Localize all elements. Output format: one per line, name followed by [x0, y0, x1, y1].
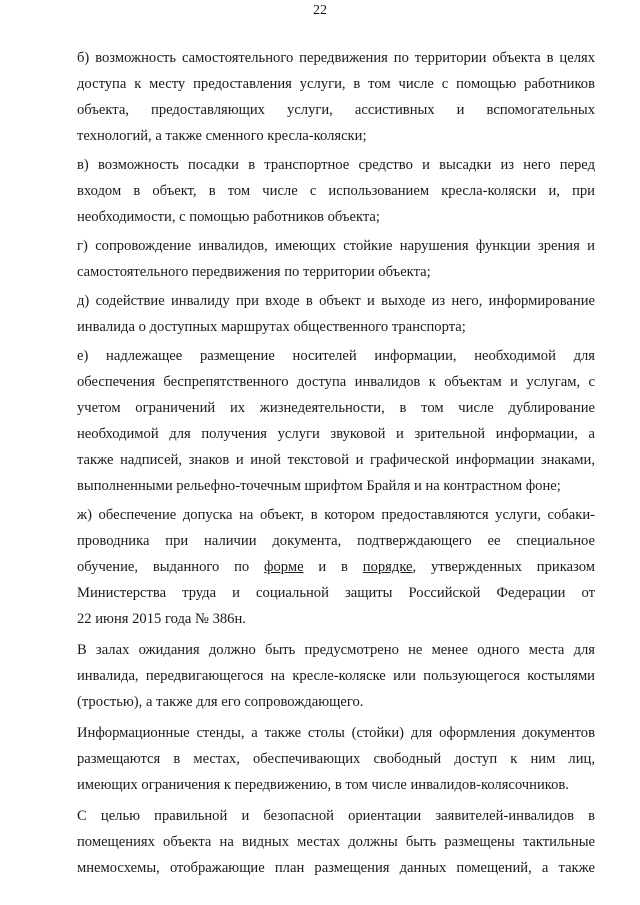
text-line: 22 июня 2015 года № 386н.: [77, 611, 246, 627]
text-fragment: , утвержденных приказом: [412, 559, 595, 575]
text-line: мнемосхемы, отображающие план размещения данных помещений, а также: [77, 860, 595, 876]
text-line: объекта, предоставляющих услуги, ассистивных и вспомогательных: [77, 102, 595, 118]
text-line: Информационные стенды, а также столы (стойки) для оформления документов: [77, 725, 595, 741]
document-body: [77, 46, 595, 882]
text-line: (тростью), а также для его сопровождающего.: [77, 694, 364, 710]
text-line: обеспечения беспрепятственного доступа инвалидов к объектам и услугам, с: [77, 374, 595, 390]
text-line: е) надлежащее размещение носителей информации, необходимой для: [77, 348, 595, 364]
text-line: необходимости, с помощью работников объекта;: [77, 209, 380, 225]
text-line: учетом ограничений их жизнедеятельности, в том числе дублирование: [77, 400, 595, 416]
text-line: необходимой для получения услуги звуковой и зрительной информации, а: [77, 426, 595, 442]
text-line: инвалида о доступных маршрутах общественного транспорта;: [77, 319, 466, 335]
text-line: проводника при наличии документа, подтверждающего ее специальное: [77, 533, 595, 549]
text-line: инвалида, передвигающегося на кресле-коляске или пользующегося костылями: [77, 668, 595, 684]
text-line: технологий, а также сменного кресла-коляски;: [77, 128, 367, 144]
text-fragment: и в: [303, 559, 363, 575]
text-line: имеющих ограничения к передвижению, в том числе инвалидов-колясочников.: [77, 777, 569, 793]
document-link[interactable]: порядке: [362, 559, 413, 575]
text-line: б) возможность самостоятельного передвижения по территории объекта в целях: [77, 50, 595, 66]
text-line: входом в объект, в том числе с использованием кресла-коляски и, при: [77, 183, 595, 199]
text-line: также надписей, знаков и иной текстовой и графической информации знаками,: [77, 452, 595, 468]
document-link[interactable]: форме: [264, 559, 304, 575]
text-line: С целью правильной и безопасной ориентации заявителей-инвалидов в: [77, 808, 595, 824]
text-line: ж) обеспечение допуска на объект, в котором предоставляются услуги, собаки-: [77, 507, 595, 523]
text-line: [77, 555, 595, 581]
text-line: помещениях объекта на видных местах должны быть размещены тактильные: [77, 834, 595, 850]
text-fragment: обучение, выданного по: [77, 559, 265, 575]
text-line: выполненными рельефно-точечным шрифтом Брайля и на контрастном фоне;: [77, 478, 561, 494]
page-number: 22: [313, 3, 327, 18]
text-line: в) возможность посадки в транспортное средство и высадки из него перед: [77, 157, 595, 173]
text-line: Министерства труда и социальной защиты Российской Федерации от: [77, 585, 595, 601]
text-line: доступа к месту предоставления услуги, в том числе с помощью работников: [77, 76, 595, 92]
text-line: г) сопровождение инвалидов, имеющих стойкие нарушения функции зрения и: [77, 238, 595, 254]
text-line: д) содействие инвалиду при входе в объект и выходе из него, информирование: [77, 293, 595, 309]
text-line: В залах ожидания должно быть предусмотрено не менее одного места для: [77, 642, 595, 658]
text-line: размещаются в местах, обеспечивающих свободный доступ к ним лиц,: [77, 751, 595, 767]
text-line: самостоятельного передвижения по территории объекта;: [77, 264, 431, 280]
